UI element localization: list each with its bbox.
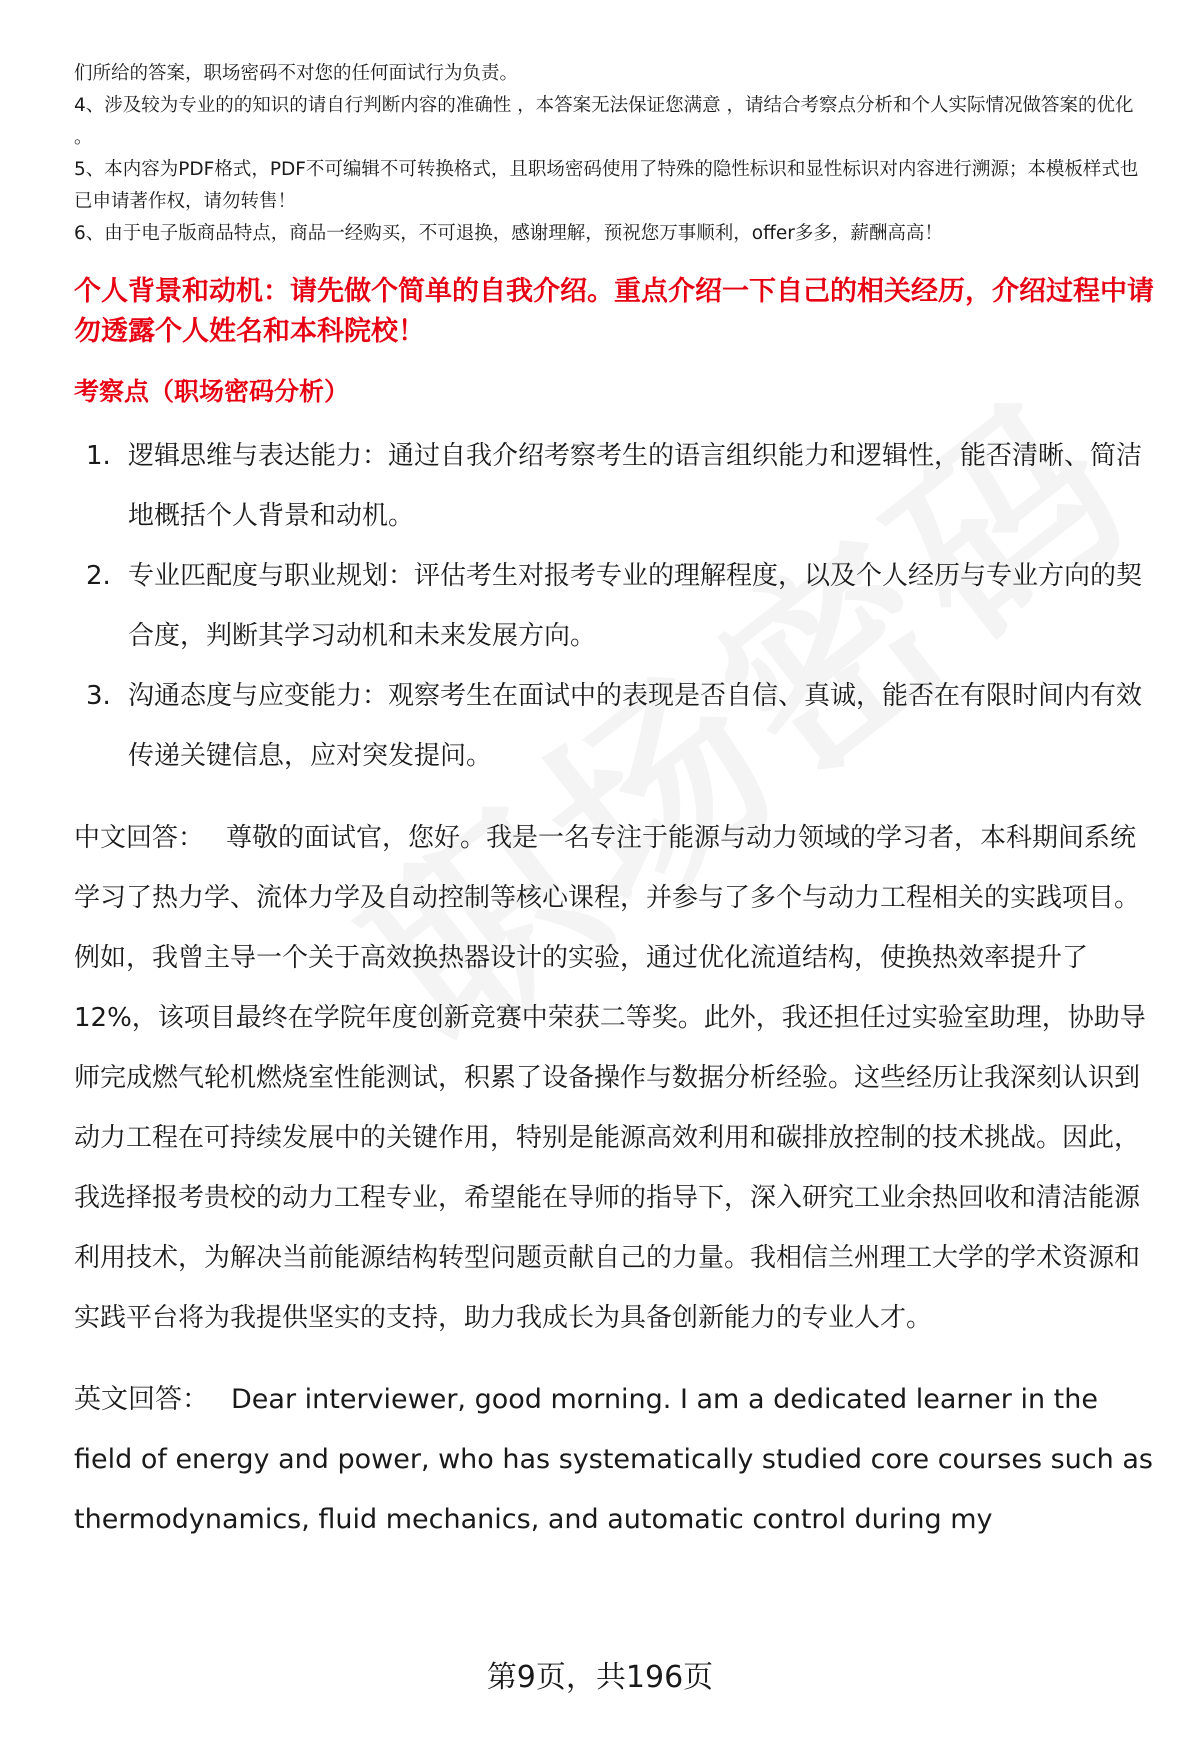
point-number: 2.: [86, 561, 111, 591]
analysis-point: [74, 426, 1154, 546]
interview-question: 个人背景和动机：请先做个简单的自我介绍。重点介绍一下自己的相关经历，介绍过程中请勿透露个人姓名和本科院校！: [74, 276, 1154, 347]
english-answer: [74, 1370, 1154, 1550]
point-number: 3.: [86, 681, 111, 711]
note-line: 5、本内容为PDF格式，PDF不可编辑不可转换格式，且职场密码使用了特殊的隐性标识和显性标识对内容进行溯源；本模板样式也已申请著作权，请勿转售！: [74, 159, 1139, 212]
chinese-answer-label: 中文回答：: [74, 823, 205, 853]
point-text: 逻辑思维与表达能力：通过自我介绍考察考生的语言组织能力和逻辑性，能否清晰、简洁地概括个人背景和动机。: [128, 441, 1143, 531]
point-text: 沟通态度与应变能力：观察考生在面试中的表现是否自信、真诚，能否在有限时间内有效传递关键信息，应对突发提问。: [128, 681, 1143, 771]
disclaimer-notes: [74, 58, 1154, 250]
point-number: 1.: [86, 441, 111, 471]
english-answer-label: 英文回答：: [74, 1384, 209, 1415]
note-line: 4、涉及较为专业的的知识的请自行判断内容的准确性 ，本答案无法保证您满意 ，请结合考察点分析和个人实际情况做答案的优化 。: [74, 95, 1134, 148]
chinese-answer-text: 尊敬的面试官，您好。我是一名专注于能源与动力领域的学习者，本科期间系统学习了热力学、流体力学及自动控制等核心课程，并参与了多个与动力工程相关的实践项目。例如，我曾主导一个关于高效换热器设计的实验，通过优化流道结构，使换热效率提升了12%，该项目最终在学院年度创新竞赛中荣获二等奖。此外，我还担任过实验室助理，协助导师完成燃气轮机燃烧室性能测试，积累了设备操作与数据分析经验。这些经历让我深刻认识到动力工程在可持续发展中的关键作用，特别是能源高效利用和碳排放控制的技术挑战。因此，我选择报考贵校的动力工程专业，希望能在导师的指导下，深入研究工业余热回收和清洁能源利用技术，为解决当前能源结构转型问题贡献自己的力量。我相信兰州理工大学的学术资源和实践平台将为我提供坚实的支持，助力我成长为具备创新能力的专业人才。: [74, 823, 1146, 1333]
note-line: 6、由于电子版商品特点，商品一经购买，不可退换，感谢理解，预祝您万事顺利，offer多多，薪酬高高！: [74, 223, 943, 244]
page-number: 第9页，共196页: [486, 1660, 714, 1695]
analysis-point: [74, 666, 1154, 786]
document-page: [74, 58, 1154, 1550]
note-line: 们所给的答案，职场密码不对您的任何面试行为负责。: [74, 63, 519, 84]
point-text: 专业匹配度与职业规划：评估考生对报考专业的理解程度，以及个人经历与专业方向的契合度，判断其学习动机和未来发展方向。: [128, 561, 1143, 651]
analysis-points: [74, 426, 1154, 786]
analysis-title: 考察点（职场密码分析）: [74, 377, 350, 406]
chinese-answer: [74, 808, 1154, 1348]
analysis-point: [74, 546, 1154, 666]
english-answer-text: Dear interviewer, good morning. I am a dedicated learner in the field of energy and power, who has systematically studied core courses such as thermodynamics, fluid mechanics, and automatic control during my: [74, 1384, 1153, 1535]
